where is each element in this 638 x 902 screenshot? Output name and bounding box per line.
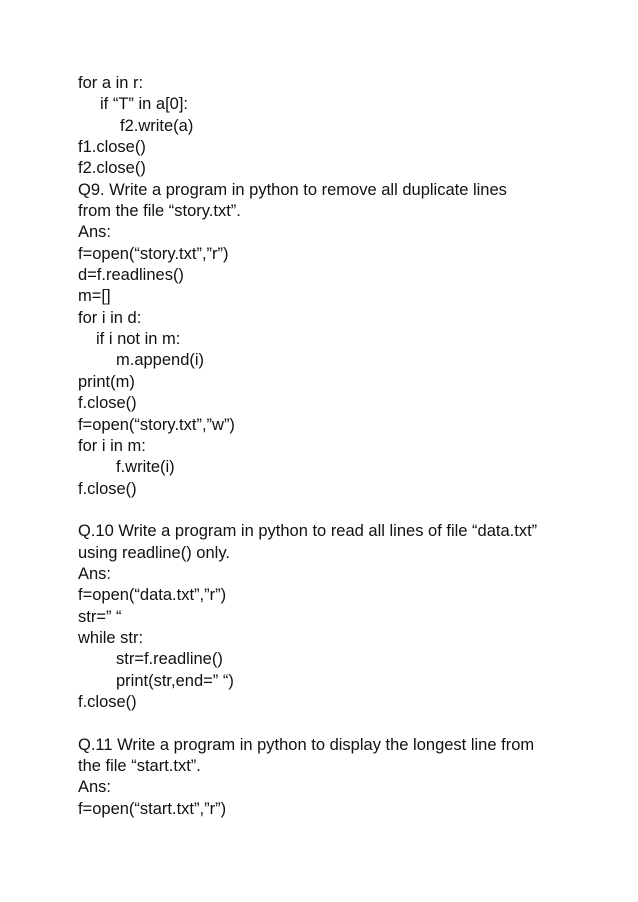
code-line: for a in r: [78, 74, 144, 92]
code-line: for i in d: [78, 308, 142, 327]
code-line: m=[] [78, 287, 111, 306]
code-line: f.close() [78, 394, 137, 413]
question-heading: Q9. Write a program in python to remove all duplicate lines [78, 180, 507, 199]
document-page [0, 73, 638, 820]
code-line: while str: [78, 628, 144, 647]
code-line: if i not in m: [96, 330, 181, 349]
answer-label: Ans: [78, 223, 112, 242]
answer-label: Ans: [78, 778, 112, 797]
code-line: f2.write(a) [120, 116, 194, 135]
question-heading: Q.10 Write a program in python to read all lines of file “data.txt” [78, 522, 538, 541]
code-line: for i in m: [78, 436, 146, 455]
code-line: m.append(i) [116, 351, 205, 370]
question-heading: Q.11 Write a program in python to display the longest line from [78, 735, 535, 754]
code-line: d=f.readlines() [78, 266, 184, 285]
code-line: str=” “ [78, 607, 122, 626]
code-line: f=open(“story.txt”,”w”) [78, 415, 235, 434]
code-line: print(m) [78, 372, 135, 391]
question-text: from the file “story.txt”. [78, 202, 241, 221]
code-line: print(str,end=” “) [116, 671, 234, 690]
paragraph-spacer [0, 713, 638, 734]
paragraph-spacer [0, 500, 638, 521]
answer-label: Ans: [78, 564, 112, 583]
question-text: the file “start.txt”. [78, 757, 201, 775]
code-line: f.close() [78, 479, 137, 498]
question-text: using readline() only. [78, 543, 230, 562]
code-line: f2.close() [78, 159, 146, 178]
code-line: str=f.readline() [116, 650, 223, 669]
code-line: f=open(“story.txt”,”r”) [78, 244, 229, 263]
code-line: f=open(“start.txt”,”r”) [78, 799, 227, 818]
code-line: if “T” in a[0]: [100, 95, 189, 114]
code-line: f.write(i) [116, 458, 175, 477]
code-line: f.close() [78, 692, 137, 711]
code-line: f=open(“data.txt”,”r”) [78, 586, 227, 605]
code-line: f1.close() [78, 138, 146, 157]
